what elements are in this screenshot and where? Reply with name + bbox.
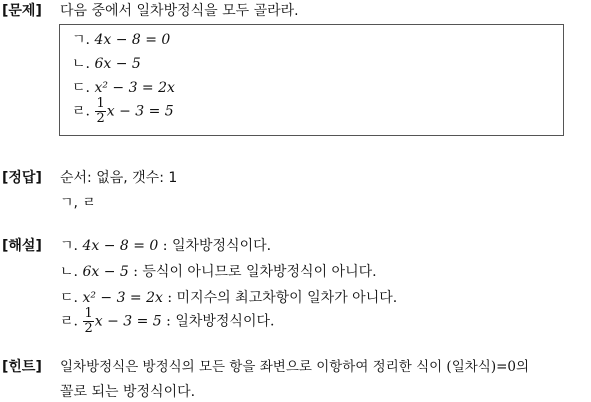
explanation-expression: 4x − 8 = 0: [82, 238, 159, 254]
explanation-marker: ㄹ.: [60, 313, 78, 330]
explanation-item-d: [60, 307, 274, 336]
explanation-label: [해설]: [2, 238, 42, 254]
explanation-expression: x − 3 = 5: [94, 313, 162, 330]
fraction: [95, 97, 105, 126]
option-expression: x² − 3 = 2x: [94, 80, 175, 96]
fraction: [83, 307, 93, 336]
hint-line-1: 일차방정식은 방정식의 모든 항을 좌변으로 이항하여 정리한 식이 (일차식)=0의: [60, 359, 530, 375]
answer-label: [정답]: [2, 170, 42, 186]
explanation-item-c: [60, 289, 397, 307]
problem-label: [문제]: [2, 3, 42, 19]
explanation-marker: ㄴ.: [60, 264, 78, 280]
option-marker: ㄱ.: [72, 32, 90, 48]
option-c: [72, 79, 175, 97]
hint-label: [힌트]: [2, 359, 42, 375]
explanation-text: : 등식이 아니므로 일차방정식이 아니다.: [128, 264, 377, 280]
fraction-denominator: 2: [96, 111, 105, 126]
hint-line-2: 꼴로 되는 방정식이다.: [60, 384, 196, 400]
option-expression: 4x − 8 = 0: [94, 32, 171, 48]
answer-meta: 순서: 없음, 갯수: 1: [60, 170, 178, 186]
fraction-numerator: 1: [84, 306, 93, 321]
option-d: [72, 97, 174, 126]
explanation-item-b: [60, 263, 377, 281]
fraction-denominator: 2: [84, 321, 93, 336]
option-marker: ㄹ.: [72, 103, 90, 120]
options-box: [59, 24, 564, 136]
fraction-numerator: 1: [96, 96, 105, 111]
option-marker: ㄷ.: [72, 80, 90, 96]
answer-value: ㄱ, ㄹ: [60, 195, 96, 211]
option-expression: 6x − 5: [94, 56, 141, 72]
option-b: [72, 55, 141, 73]
option-marker: ㄴ.: [72, 56, 90, 72]
explanation-marker: ㄷ.: [60, 290, 78, 306]
explanation-marker: ㄱ.: [60, 238, 78, 254]
problem-question: 다음 중에서 일차방정식을 모두 골라라.: [60, 3, 299, 19]
explanation-text: : 일차방정식이다.: [161, 313, 275, 330]
option-a: [72, 31, 170, 49]
explanation-item-a: [60, 237, 271, 255]
explanation-text: : 일차방정식이다.: [158, 238, 272, 254]
explanation-expression: x² − 3 = 2x: [82, 290, 163, 306]
explanation-expression: 6x − 5: [82, 264, 129, 280]
option-expression: x − 3 = 5: [106, 103, 174, 120]
explanation-text: : 미지수의 최고차항이 일차가 아니다.: [162, 290, 398, 306]
